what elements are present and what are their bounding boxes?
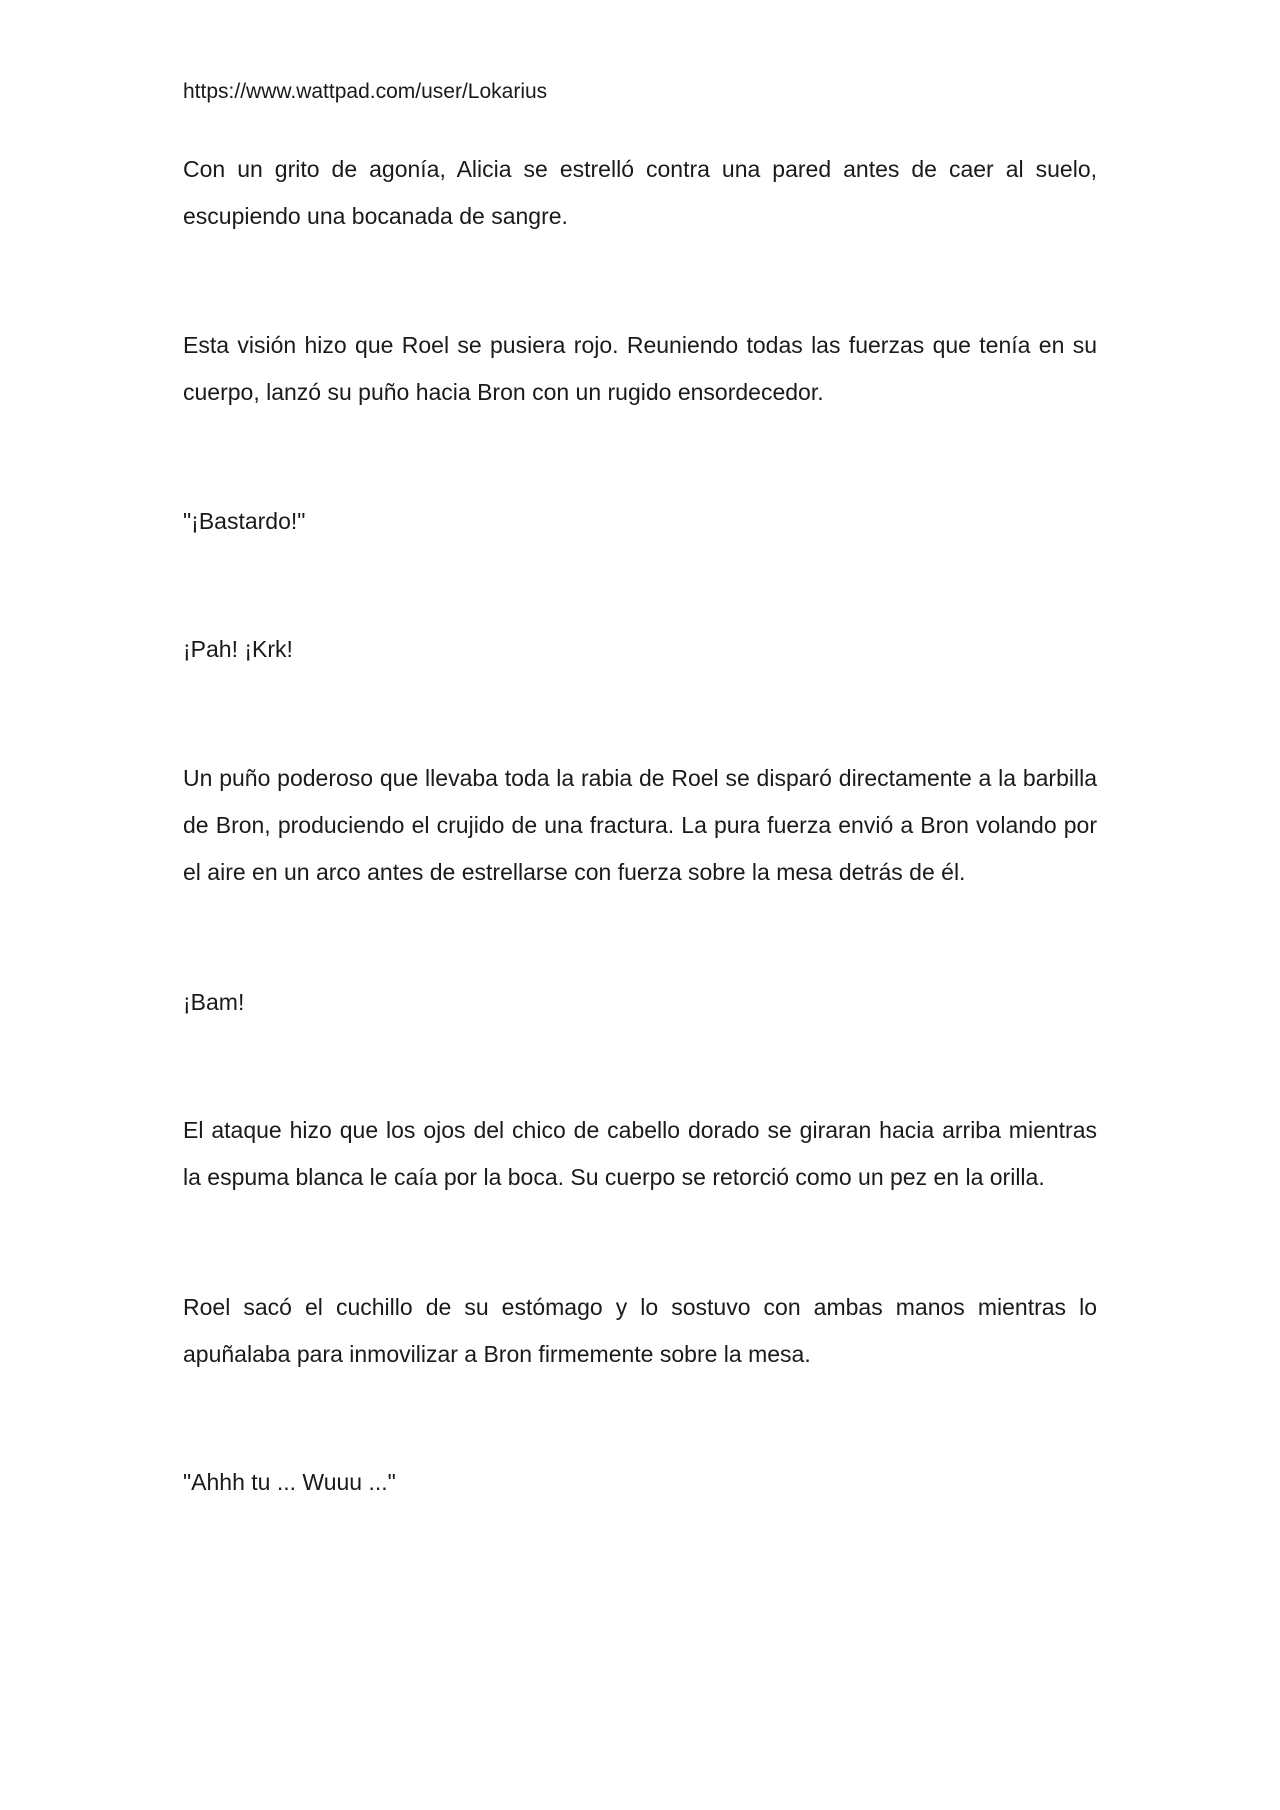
paragraph-2: Esta visión hizo que Roel se pusiera rojo. Reuniendo todas las fuerzas que tenía en su cuerpo, lanzó su puño hacia Bron con un rugido ensordecedor. [183,332,1097,405]
paragraph-7: El ataque hizo que los ojos del chico de cabello dorado se giraran hacia arriba mientras la espuma blanca le caía por la boca. Su cuerpo se retorció como un pez en la orilla. [183,1117,1097,1190]
paragraph-3: "¡Bastardo!" [183,508,306,534]
paragraph-1: Con un grito de agonía, Alicia se estrelló contra una pared antes de caer al suelo, escupiendo una bocanada de sangre. [183,156,1097,229]
paragraph-5: Un puño poderoso que llevaba toda la rabia de Roel se disparó directamente a la barbilla de Bron, produciendo el crujido de una fractura. La pura fuerza envió a Bron volando por el aire en un arco antes de estrellarse con fuerza sobre la mesa detrás de él. [183,765,1097,885]
paragraph-4: ¡Pah! ¡Krk! [183,636,293,662]
paragraph-8: Roel sacó el cuchillo de su estómago y lo sostuvo con ambas manos mientras lo apuñalaba para inmovilizar a Bron firmemente sobre la mesa. [183,1294,1097,1367]
header-url: https://www.wattpad.com/user/Lokarius [183,80,548,103]
paragraph-9: "Ahhh tu ... Wuuu ..." [183,1469,396,1495]
paragraph-6: ¡Bam! [183,989,245,1015]
